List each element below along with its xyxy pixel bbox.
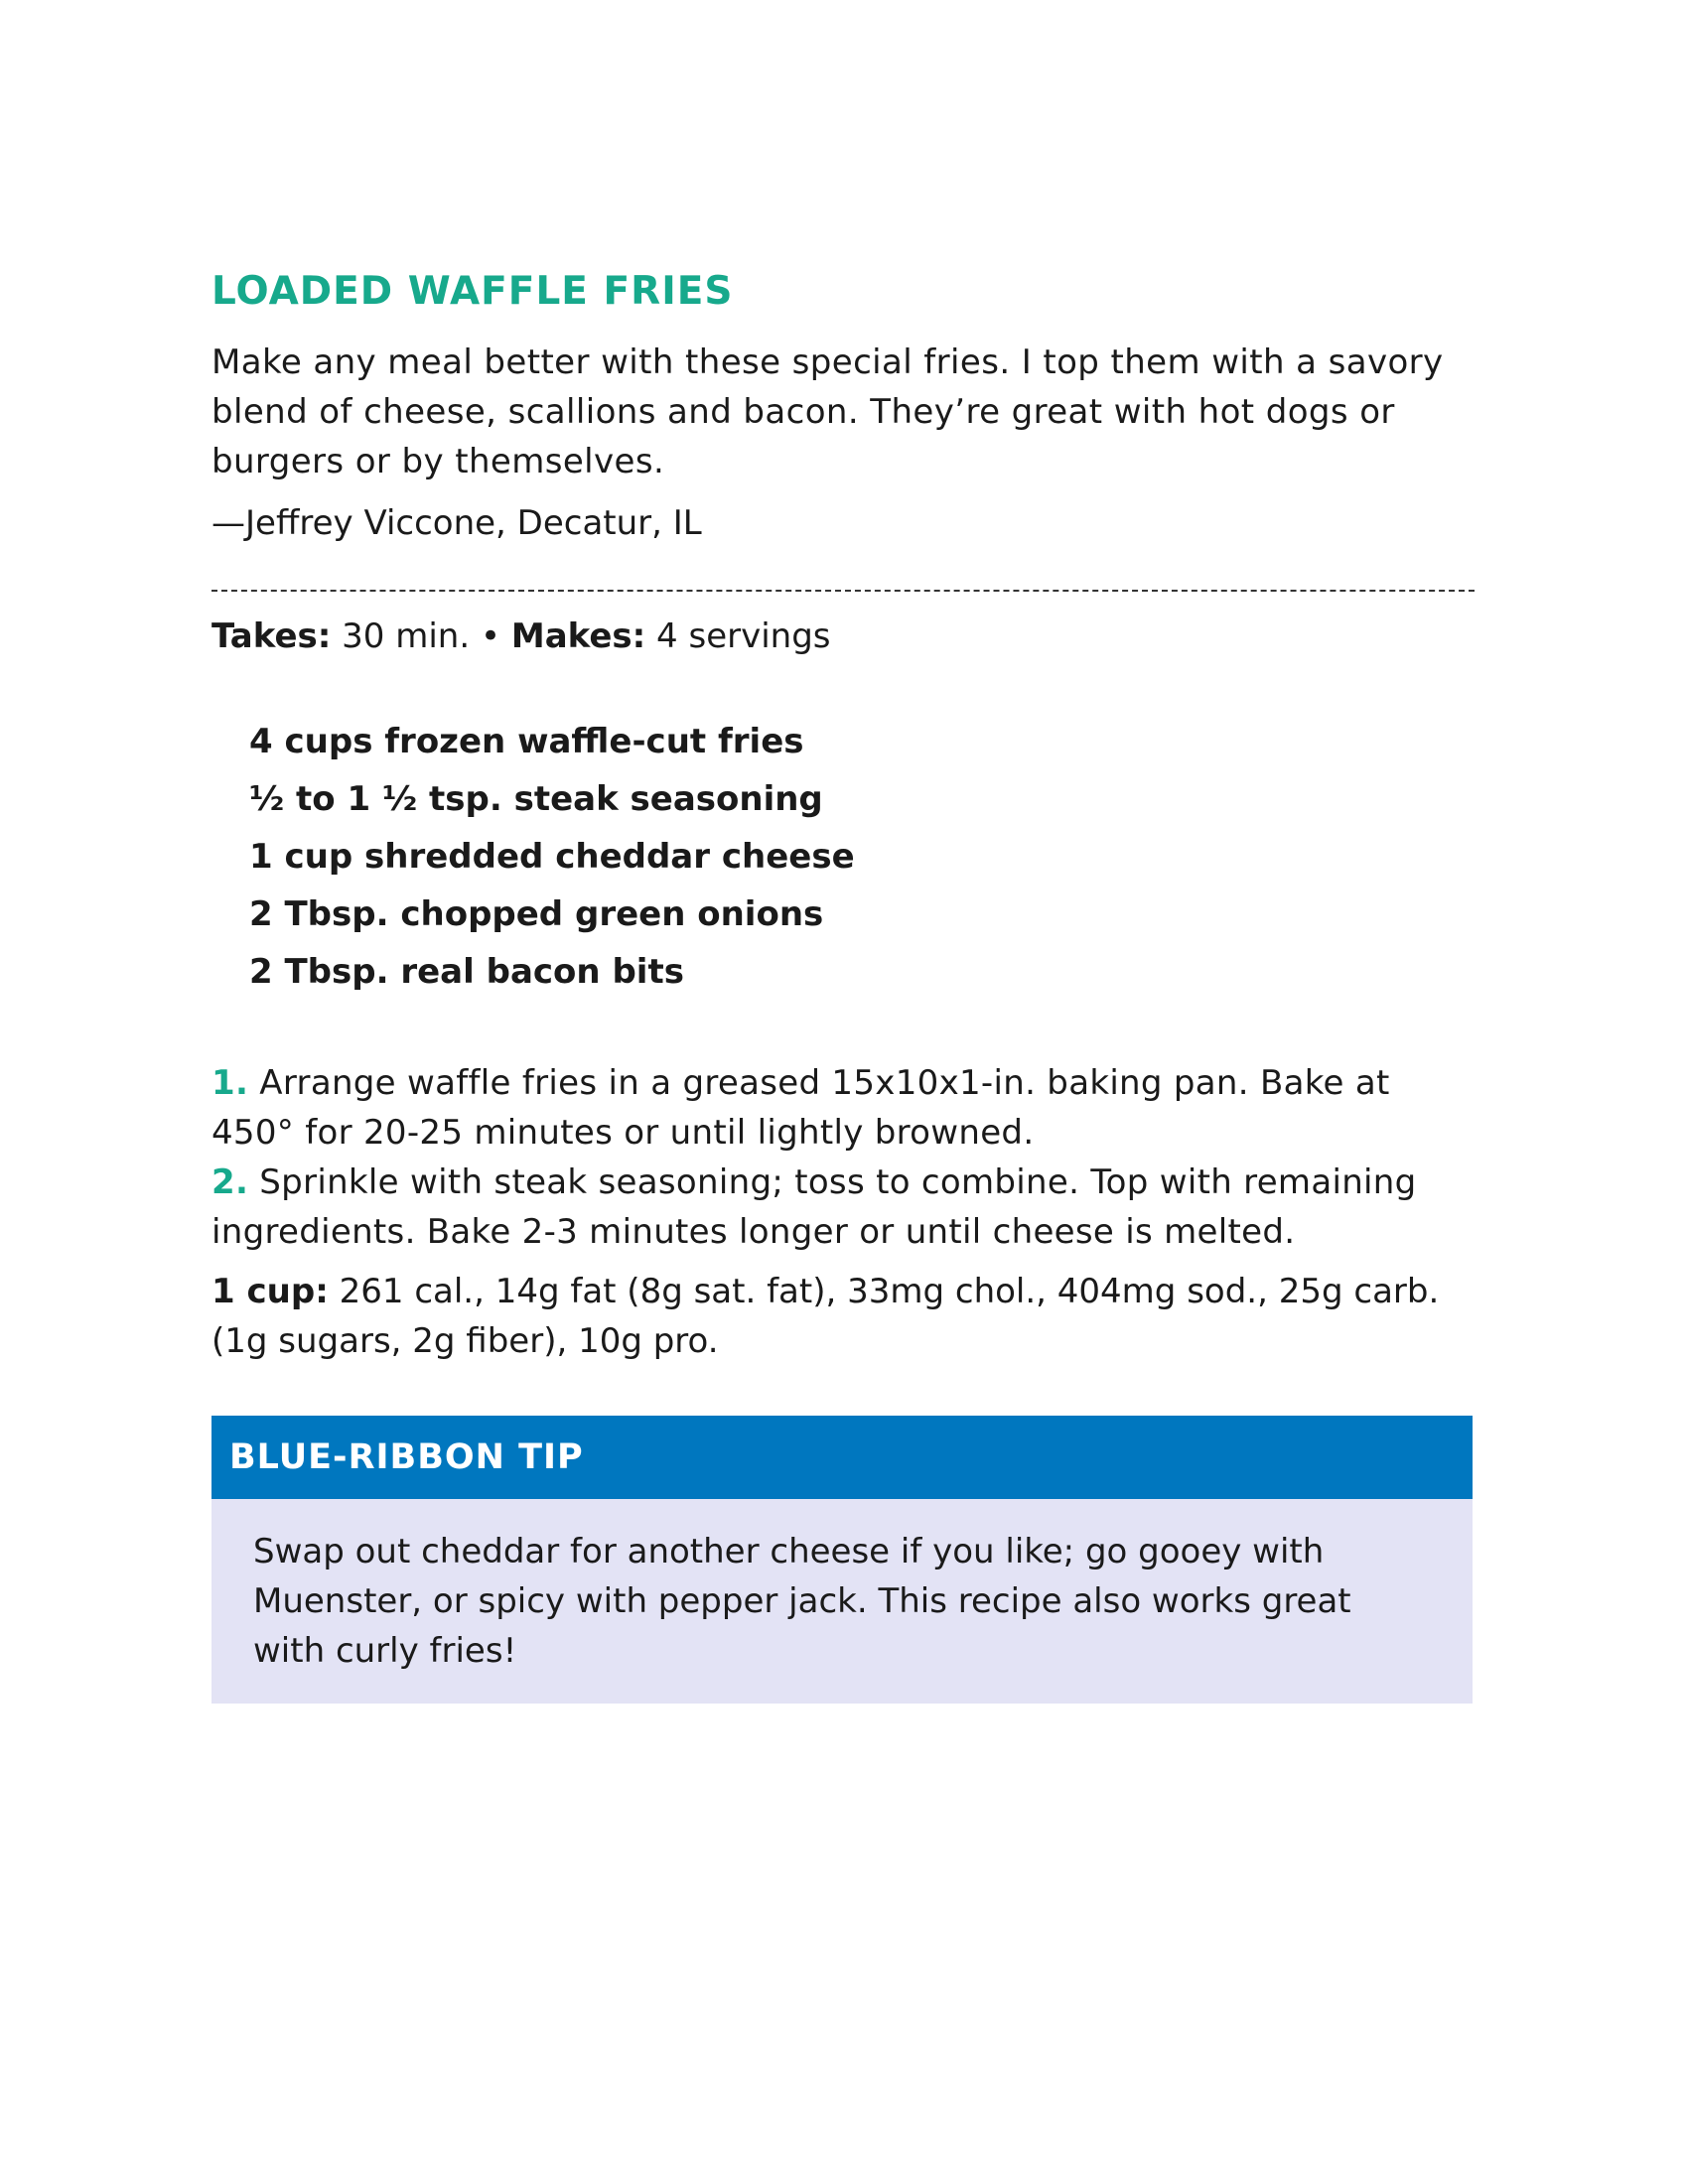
ingredient-item: ½ to 1 ½ tsp. steak seasoning xyxy=(249,779,823,819)
takes-value: 30 min. xyxy=(342,616,471,656)
ingredient-item: 4 cups frozen waffle-cut fries xyxy=(249,722,804,761)
dashed-divider xyxy=(211,590,1475,592)
nutrition-facts xyxy=(211,1267,1475,1366)
ingredient-item: 1 cup shredded cheddar cheese xyxy=(249,837,855,877)
direction-step xyxy=(211,1058,1475,1158)
nutrition-label: 1 cup: xyxy=(211,1272,329,1311)
step-number: 2. xyxy=(211,1162,249,1202)
ingredient-item: 2 Tbsp. chopped green onions xyxy=(249,894,824,934)
separator-bullet: • xyxy=(480,616,501,656)
tip-body: Swap out cheddar for another cheese if you like; go gooey with Muenster, or spicy with pepper jack. This recipe also works great with curly fries! xyxy=(253,1532,1351,1671)
tip-title: BLUE-RIBBON TIP xyxy=(229,1437,584,1477)
tip-box xyxy=(211,1416,1473,1704)
step-text: Sprinkle with steak seasoning; toss to combine. Top with remaining ingredients. Bake 2-3 minutes longer or until cheese is melted. xyxy=(211,1162,1417,1252)
tip-header xyxy=(211,1416,1473,1499)
ingredient-item: 2 Tbsp. real bacon bits xyxy=(249,952,684,992)
makes-label: Makes: xyxy=(510,616,646,656)
nutrition-text: 261 cal., 14g fat (8g sat. fat), 33mg chol., 404mg sod., 25g carb. (1g sugars, 2g fiber), 10g pro. xyxy=(211,1272,1440,1361)
recipe-intro: Make any meal better with these special fries. I top them with a savory blend of cheese, scallions and bacon. They’re great with hot dogs or burgers or by themselves. xyxy=(211,342,1444,481)
step-number: 1. xyxy=(211,1063,249,1103)
makes-value: 4 servings xyxy=(656,616,831,656)
direction-step xyxy=(211,1158,1475,1257)
directions xyxy=(211,1058,1475,1257)
recipe-byline: —Jeffrey Viccone, Decatur, IL xyxy=(211,503,702,543)
recipe-title: LOADED WAFFLE FRIES xyxy=(211,269,734,314)
step-text: Arrange waffle fries in a greased 15x10x1-in. baking pan. Bake at 450° for 20-25 minutes or until lightly browned. xyxy=(211,1063,1390,1153)
takes-label: Takes: xyxy=(211,616,332,656)
ingredient-list xyxy=(249,713,1475,1001)
recipe-card xyxy=(211,266,1475,1704)
recipe-time-yield xyxy=(211,612,1475,661)
